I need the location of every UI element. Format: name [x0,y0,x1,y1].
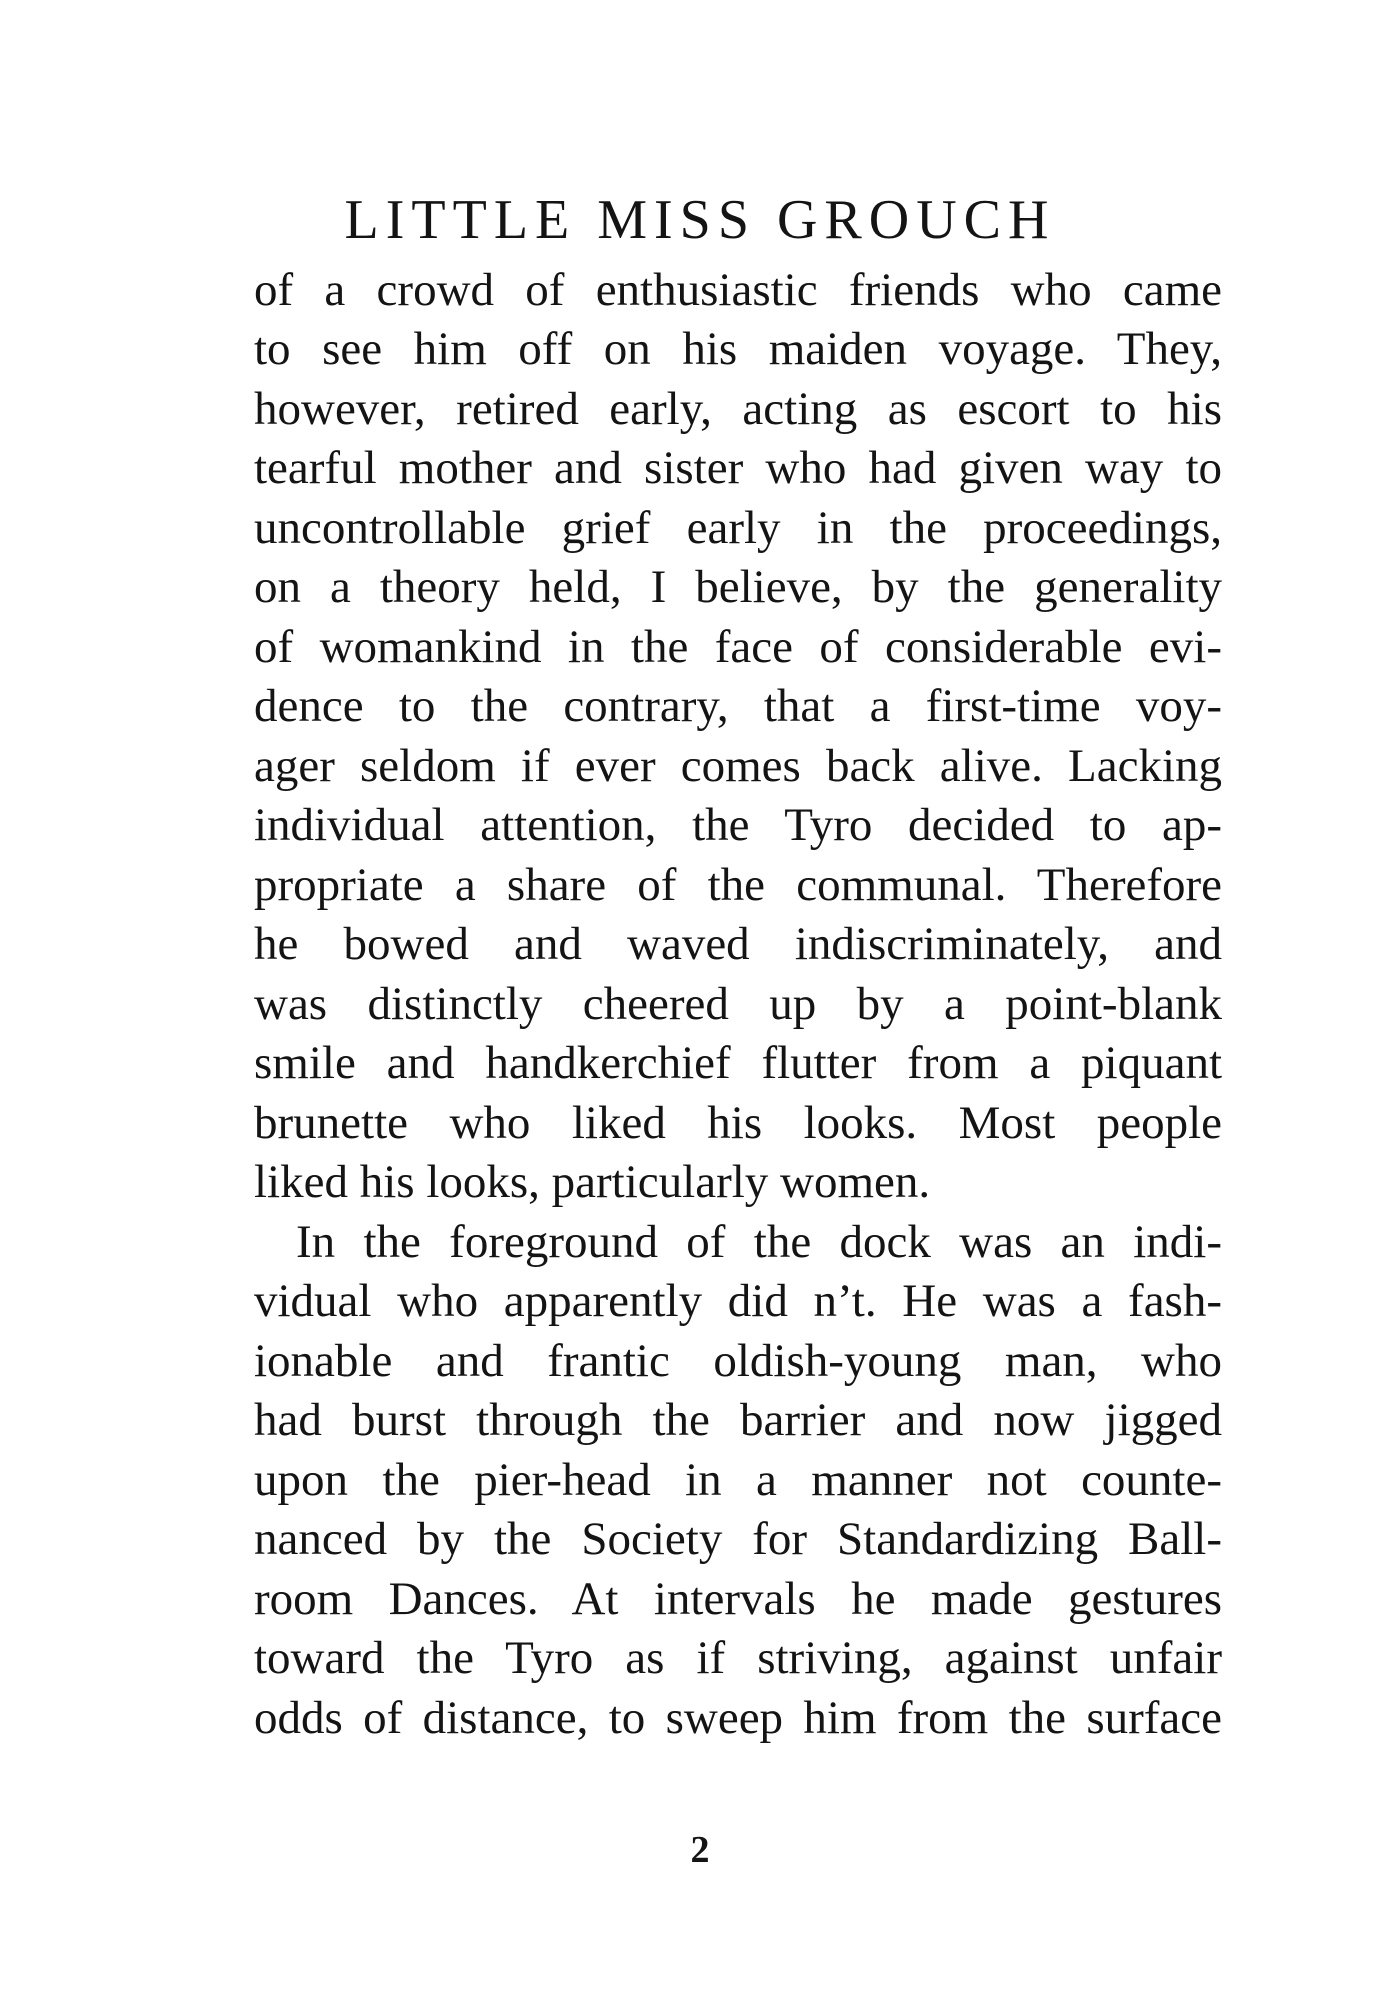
text-line: brunette who liked his looks. Most people [254,1097,1222,1149]
text-line: however, retired early, acting as escort to his [254,383,1222,435]
text-line: nanced by the Society for Standardizing Ball- [254,1513,1222,1565]
text-line: was distinctly cheered up by a point-blank [254,978,1222,1030]
text-line: odds of distance, to sweep him from the surface [254,1692,1222,1744]
text-line: uncontrollable grief early in the proceedings, [254,502,1222,554]
text-line: tearful mother and sister who had given way to [254,442,1222,494]
text-line: dence to the contrary, that a first-time voy- [254,680,1222,732]
text-line: individual attention, the Tyro decided to ap- [254,799,1222,851]
text-line: room Dances. At intervals he made gestures [254,1573,1222,1625]
running-head: LITTLE MISS GROUCH [344,189,1056,251]
text-line: ager seldom if ever comes back alive. Lacking [254,740,1222,792]
text-line: ionable and frantic oldish-young man, who [254,1335,1222,1387]
text-line: vidual who apparently did n’t. He was a fash- [254,1275,1222,1327]
text-line: had burst through the barrier and now jigged [254,1394,1222,1446]
text-line: to see him off on his maiden voyage. They, [254,323,1222,375]
text-line: smile and handkerchief flutter from a piquant [254,1037,1222,1089]
text-line: of a crowd of enthusiastic friends who came [254,264,1222,316]
text-line: liked his looks, particularly women. [254,1156,931,1208]
page-number: 2 [690,1829,710,1871]
text-line: of womankind in the face of considerable evi- [254,621,1222,673]
text-line: on a theory held, I believe, by the generality [254,561,1222,613]
text-line: upon the pier-head in a manner not counte- [254,1454,1222,1506]
text-line: propriate a share of the communal. Therefore [254,859,1222,911]
text-line: he bowed and waved indiscriminately, and [254,918,1222,970]
text-line: toward the Tyro as if striving, against unfair [254,1632,1222,1684]
text-line: In the foreground of the dock was an indi- [296,1216,1222,1268]
